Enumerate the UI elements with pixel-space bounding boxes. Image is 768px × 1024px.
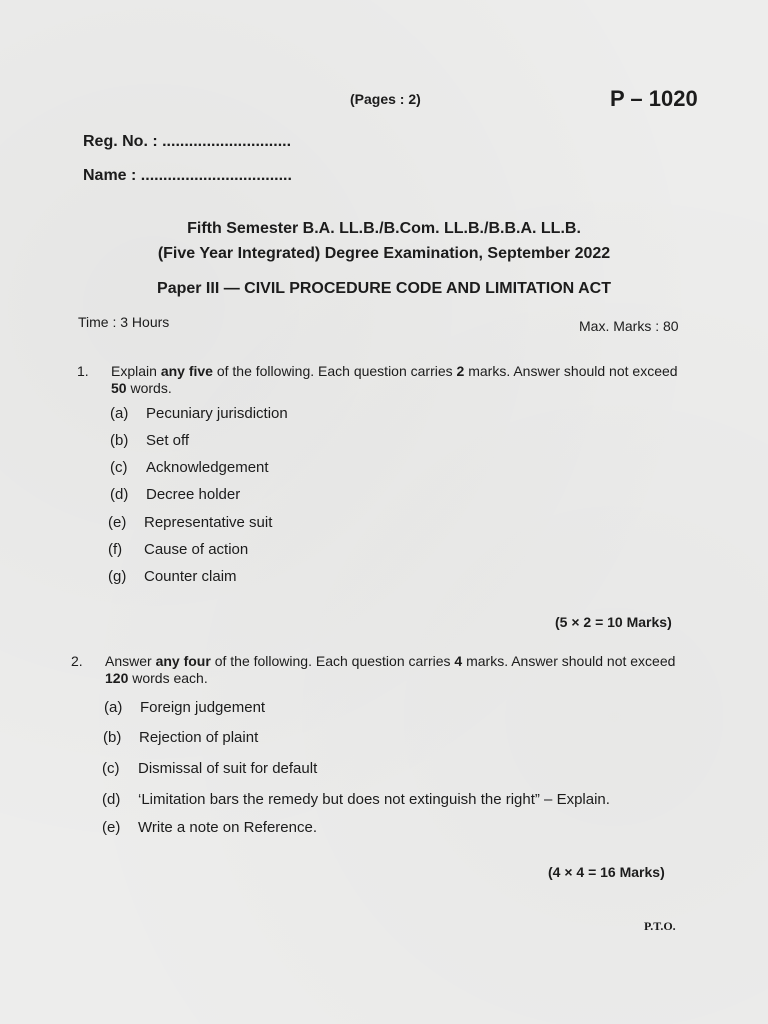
question-1-text: Explain any five of the following. Each question carries 2 marks. Answer should not exceed 50 words. bbox=[111, 363, 678, 396]
exam-title-line1: Fifth Semester B.A. LL.B./B.Com. LL.B./B.B.A. LL.B. bbox=[187, 220, 581, 237]
q1-item: (a) Pecuniary jurisdiction bbox=[110, 405, 288, 422]
name-field: Name : .................................. bbox=[83, 167, 292, 184]
q1-item: (g) Counter claim bbox=[108, 568, 237, 585]
question-1-number: 1. bbox=[77, 363, 89, 379]
paper-code: P – 1020 bbox=[610, 86, 698, 111]
q1-marks: (5 × 2 = 10 Marks) bbox=[555, 614, 672, 630]
q1-item: (f) Cause of action bbox=[108, 541, 249, 558]
q1-item: (e) Representative suit bbox=[108, 514, 273, 531]
pages-count: (Pages : 2) bbox=[350, 91, 421, 107]
q2-item: (a) Foreign judgement bbox=[104, 699, 266, 716]
q2-marks: (4 × 4 = 16 Marks) bbox=[548, 864, 665, 880]
question-2-number: 2. bbox=[71, 653, 83, 669]
q2-item: (e) Write a note on Reference. bbox=[102, 819, 317, 836]
reg-no-field: Reg. No. : ............................. bbox=[83, 133, 292, 150]
q1-item: (b) Set off bbox=[110, 432, 190, 449]
q1-item: (c) Acknowledgement bbox=[110, 459, 269, 476]
max-marks: Max. Marks : 80 bbox=[579, 318, 679, 334]
pto-label: P.T.O. bbox=[644, 919, 676, 933]
question-2-text: Answer any four of the following. Each question carries 4 marks. Answer should not exceed 120 words each. bbox=[105, 653, 676, 686]
paper-title: Paper III — CIVIL PROCEDURE CODE AND LIMITATION ACT bbox=[157, 280, 611, 297]
q2-item: (c) Dismissal of suit for default bbox=[102, 760, 318, 777]
exam-title-line2: (Five Year Integrated) Degree Examination, September 2022 bbox=[157, 245, 611, 262]
q2-item: (b) Rejection of plaint bbox=[103, 729, 259, 746]
q2-item: (d) ‘Limitation bars the remedy but does not extinguish the right” – Explain. bbox=[102, 791, 610, 808]
time-allowed: Time : 3 Hours bbox=[78, 314, 170, 330]
q1-item: (d) Decree holder bbox=[110, 486, 241, 503]
